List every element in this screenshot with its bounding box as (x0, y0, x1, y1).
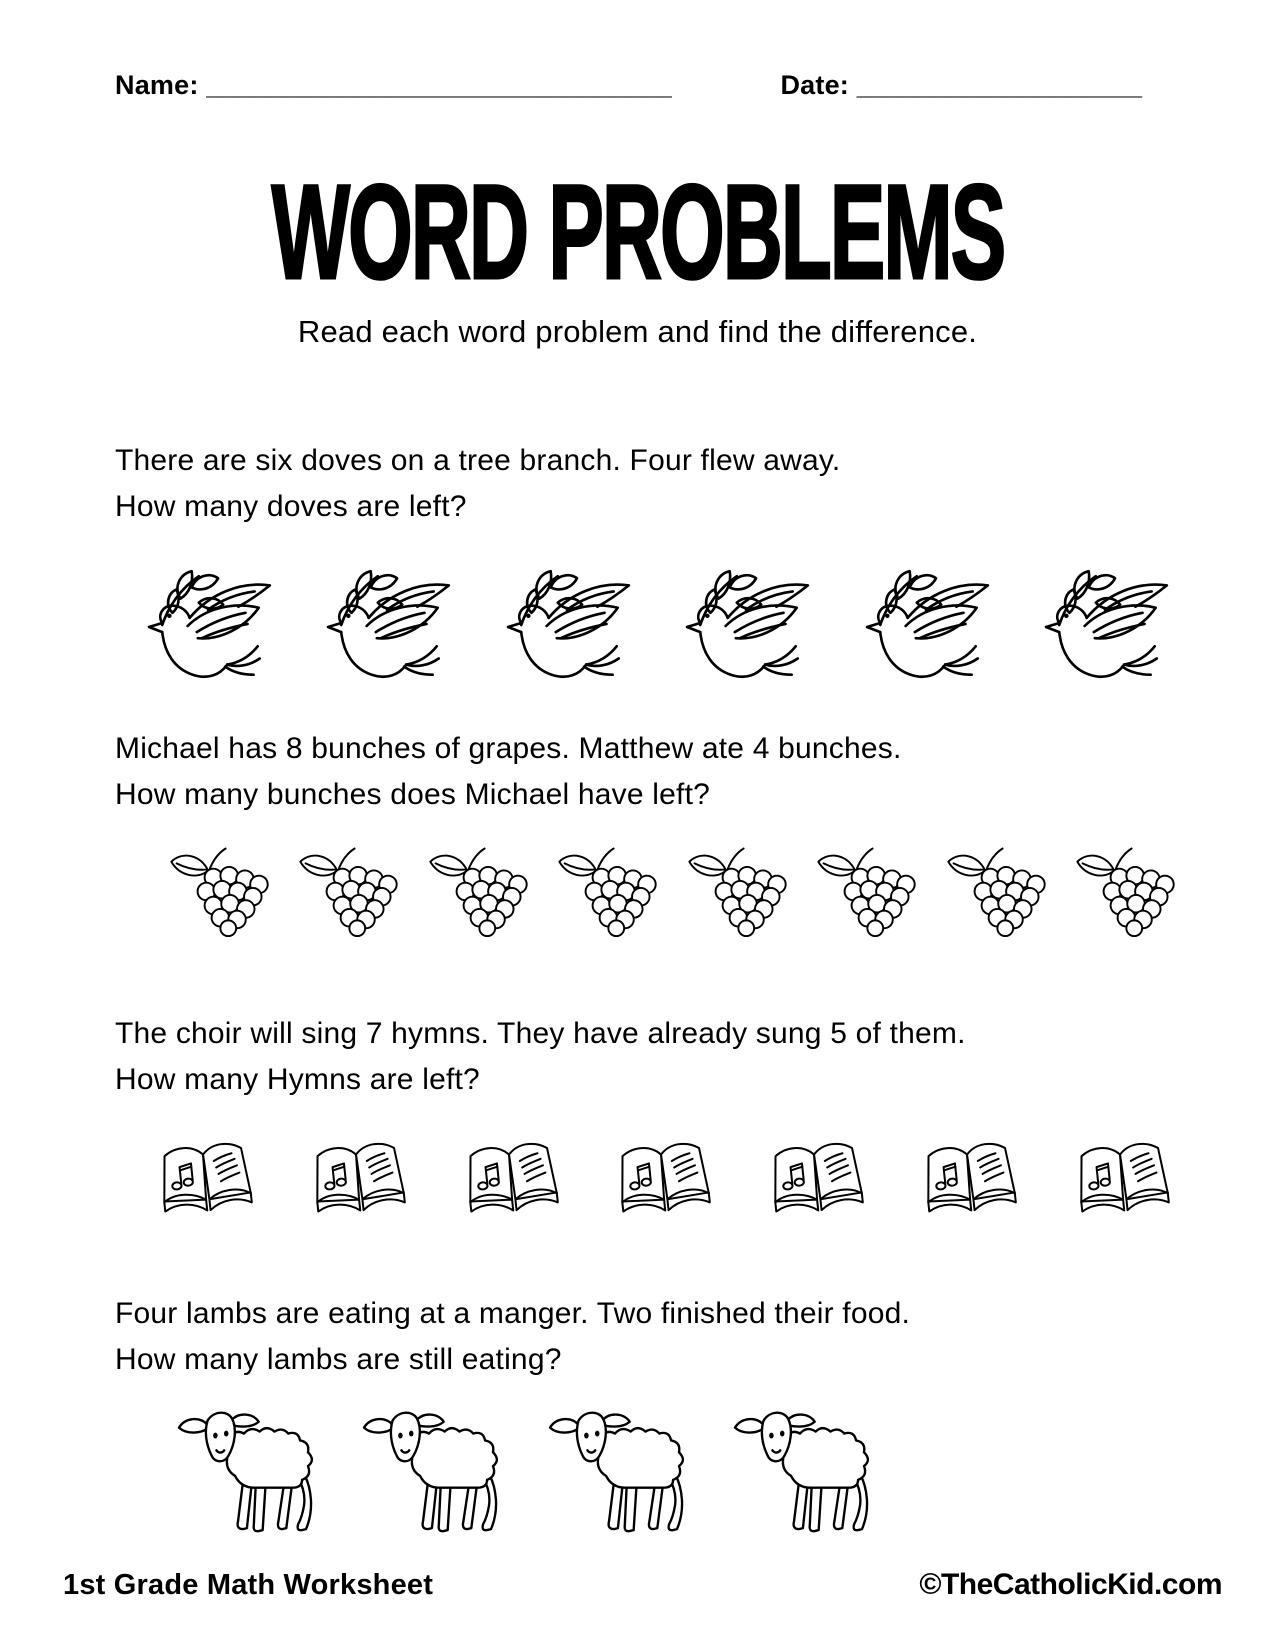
page-title: WORD PROBLEMS (271, 158, 1004, 307)
footer-copyright: ©TheCatholicKid.com (919, 1568, 1222, 1601)
hymn-book-icon (451, 1135, 576, 1227)
lamb-icon (718, 1405, 876, 1535)
problem-1-line-1: There are six doves on a tree branch. Four flew away. (115, 444, 841, 477)
name-field (115, 70, 672, 101)
lamb-row (162, 1405, 876, 1535)
hymn-book-icon (756, 1135, 881, 1227)
problem-4-line-2: How many lambs are still eating? (115, 1343, 562, 1376)
problem-4-text (115, 1291, 1215, 1383)
hymn-book-icon (1062, 1135, 1187, 1227)
hymn-book-icon (603, 1135, 728, 1227)
date-blank-line: ___________________ (856, 70, 1142, 100)
name-label: Name: (115, 70, 199, 100)
problem-3-text (115, 1011, 1215, 1103)
footer-grade-label: 1st Grade Math Worksheet (63, 1569, 434, 1601)
lamb-icon (347, 1405, 505, 1535)
grapes-icon (680, 845, 795, 937)
name-blank-line: _______________________________ (206, 70, 672, 100)
problem-2-text (115, 726, 1215, 818)
problem-2-line-1: Michael has 8 bunches of grapes. Matthew ate 4 bunches. (115, 732, 902, 765)
problem-1-line-2: How many doves are left? (115, 490, 467, 523)
grapes-icon (421, 845, 536, 937)
date-label: Date: (780, 70, 849, 100)
grapes-icon (162, 845, 277, 937)
header (115, 70, 1142, 101)
problem-4-line-1: Four lambs are eating at a manger. Two finished their food. (115, 1297, 911, 1330)
problem-3-line-1: The choir will sing 7 hymns. They have already sung 5 of them. (115, 1017, 966, 1050)
problem-1-text (115, 438, 1215, 530)
dove-icon (1030, 560, 1188, 692)
hymn-book-icon (298, 1135, 423, 1227)
grapes-icon (550, 845, 665, 937)
hymn-book-icon (145, 1135, 270, 1227)
hymn-book-icon (909, 1135, 1034, 1227)
problem-2-line-2: How many bunches does Michael have left? (115, 778, 710, 811)
lamb-icon (162, 1405, 320, 1535)
hymn-book-row (145, 1135, 1187, 1227)
dove-icon (851, 560, 1009, 692)
problem-3-line-2: How many Hymns are left? (115, 1063, 480, 1096)
footer (63, 1568, 1222, 1602)
dove-row (133, 560, 1188, 692)
dove-icon (671, 560, 829, 692)
dove-icon (133, 560, 291, 692)
lamb-icon (533, 1405, 691, 1535)
grapes-icon (939, 845, 1054, 937)
instructions: Read each word problem and find the difference. (297, 314, 978, 349)
date-field (780, 70, 1142, 101)
grapes-row (162, 845, 1183, 937)
dove-icon (492, 560, 650, 692)
dove-icon (312, 560, 470, 692)
grapes-icon (291, 845, 406, 937)
grapes-icon (809, 845, 924, 937)
grapes-icon (1068, 845, 1183, 937)
